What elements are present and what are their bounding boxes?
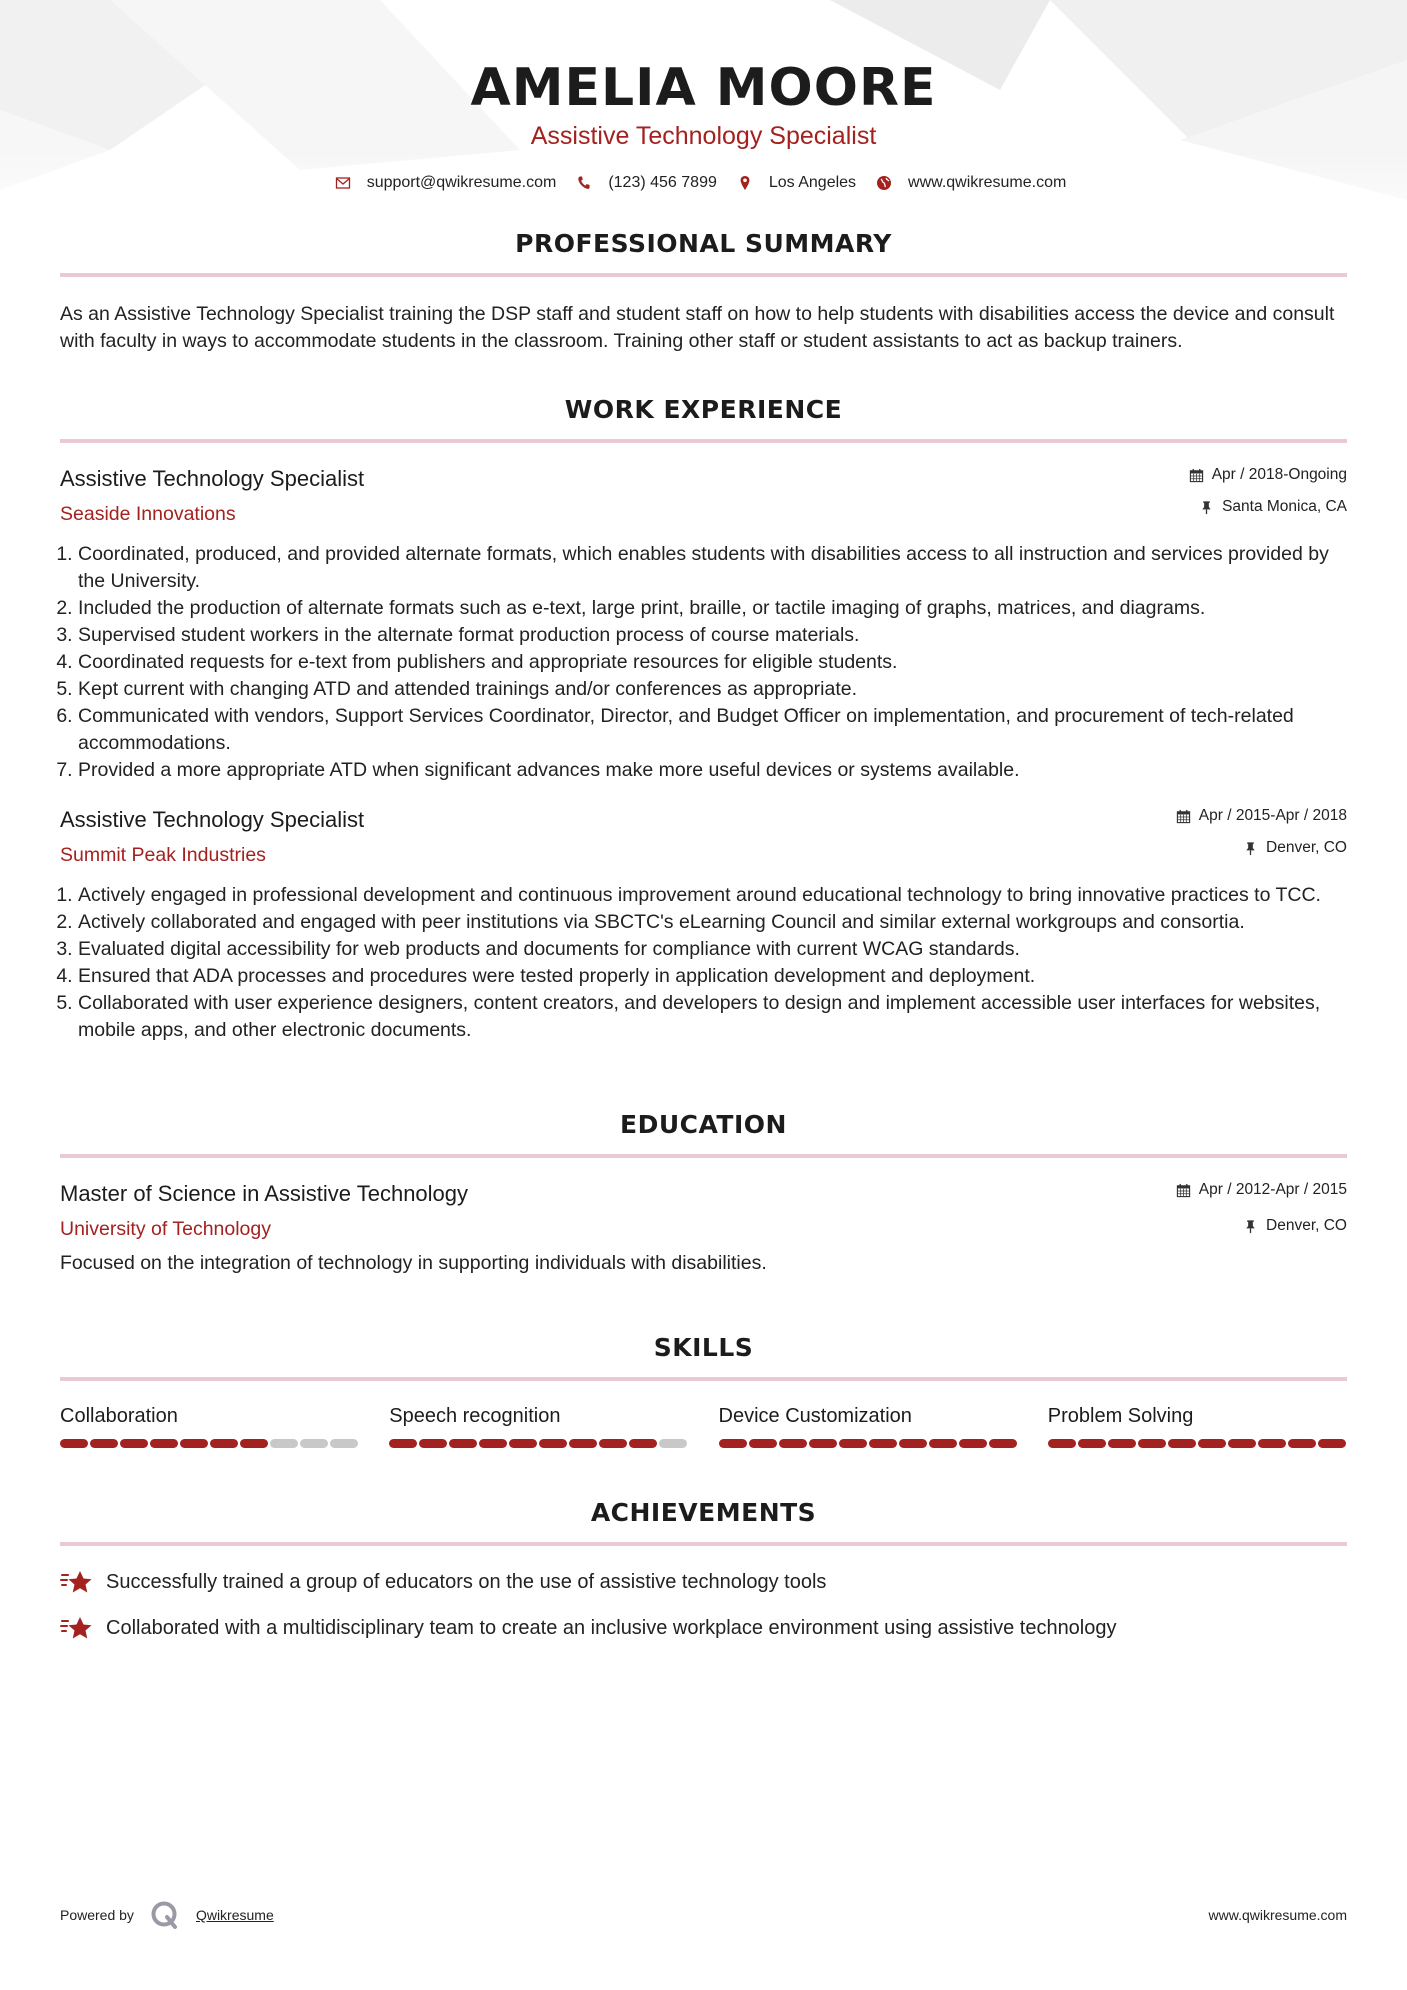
job-bullet: 1. Coordinated, produced, and provided alternate formats, which enables students with disabilities access to all instruction and services provided by the University. — [78, 541, 1347, 595]
skill-level-segment — [90, 1439, 118, 1448]
skill-level-segment — [1258, 1439, 1286, 1448]
job-dates-text: Apr / 2018-Ongoing — [1211, 466, 1347, 483]
star-award-icon — [60, 1614, 94, 1642]
candidate-title: Assistive Technology Specialist — [530, 122, 877, 150]
job-bullet: 2. Actively collaborated and engaged with peer institutions via SBCTC's eLearning Council and similar external workgroups and consortia. — [78, 909, 1347, 936]
section-divider — [60, 1377, 1347, 1381]
achievement-text: Collaborated with a multidisciplinary team to create an inclusive workplace environment using assistive technology — [106, 1617, 1117, 1639]
section-heading: EDUCATION — [620, 1110, 787, 1139]
job-bullet: 7. Provided a more appropriate ATD when significant advances make more useful devices or systems available. — [78, 757, 1347, 784]
skill-level-segment — [509, 1439, 537, 1448]
education-dates — [1176, 1180, 1347, 1200]
skill-item — [389, 1403, 688, 1448]
job-bullet: 4. Ensured that ADA processes and procedures were tested properly in application development and deployment. — [78, 963, 1347, 990]
skill-level-bar — [719, 1439, 1018, 1448]
section-heading: SKILLS — [653, 1333, 754, 1362]
skill-level-segment — [779, 1439, 807, 1448]
job-location — [1176, 838, 1347, 858]
summary-text: As an Assistive Technology Specialist training the DSP staff and student staff on how to help students with disabilities access the device and consult with faculty in ways to accommodate students in the classroom. Training other staff or student assistants to act as backup trainers. — [60, 303, 1335, 352]
qwikresume-logo-icon — [150, 1900, 180, 1930]
skill-level-segment — [389, 1439, 417, 1448]
job-dates-text: Apr / 2015-Apr / 2018 — [1198, 807, 1347, 824]
section-heading: WORK EXPERIENCE — [564, 395, 843, 424]
skill-item — [719, 1403, 1018, 1448]
education-entry — [60, 1180, 1347, 1277]
skill-name: Device Customization — [718, 1405, 912, 1427]
skill-level-segment — [1138, 1439, 1166, 1448]
contact-website[interactable] — [876, 174, 1066, 192]
job-bullet: 5. Kept current with changing ATD and attended trainings and/or conferences as appropriate. — [78, 676, 1347, 703]
skill-item — [1048, 1403, 1347, 1448]
achievements-section — [60, 1498, 1347, 1642]
section-divider — [60, 439, 1347, 443]
contact-phone-text: (123) 456 7899 — [608, 174, 717, 191]
skill-level-segment — [989, 1439, 1017, 1448]
skill-level-segment — [629, 1439, 657, 1448]
skill-name: Collaboration — [60, 1405, 178, 1427]
skill-level-segment — [1288, 1439, 1316, 1448]
footer-website[interactable]: www.qwikresume.com — [1208, 1907, 1347, 1923]
skill-name: Speech recognition — [389, 1405, 561, 1427]
section-divider — [60, 1542, 1347, 1546]
skill-level-segment — [719, 1439, 747, 1448]
pushpin-icon — [1199, 500, 1214, 515]
skill-level-bar — [60, 1439, 359, 1448]
calendar-icon — [1189, 468, 1204, 483]
skill-level-segment — [1198, 1439, 1226, 1448]
job-location-text: Denver, CO — [1266, 839, 1347, 856]
degree-name: Master of Science in Assistive Technology — [60, 1181, 469, 1206]
education-location — [1176, 1216, 1347, 1236]
achievement-text: Successfully trained a group of educators on the use of assistive technology tools — [106, 1571, 827, 1593]
qwikresume-link[interactable]: Qwikresume — [195, 1907, 274, 1923]
job-bullets — [60, 882, 1347, 1044]
skill-level-segment — [270, 1439, 298, 1448]
skill-level-segment — [899, 1439, 927, 1448]
calendar-icon — [1176, 809, 1191, 824]
skills-section — [60, 1333, 1347, 1448]
skill-level-segment — [659, 1439, 687, 1448]
skill-level-segment — [839, 1439, 867, 1448]
skill-level-segment — [569, 1439, 597, 1448]
section-divider — [60, 273, 1347, 277]
candidate-name: AMELIA MOORE — [470, 58, 937, 118]
education-location-text: Denver, CO — [1266, 1217, 1347, 1234]
skill-level-segment — [120, 1439, 148, 1448]
job-role: Assistive Technology Specialist — [60, 807, 365, 832]
job-dates — [1189, 465, 1347, 485]
skill-level-bar — [1048, 1439, 1347, 1448]
skill-level-segment — [330, 1439, 358, 1448]
skill-level-segment — [1318, 1439, 1346, 1448]
calendar-icon — [1176, 1183, 1191, 1198]
contact-email[interactable] — [335, 174, 557, 192]
school-name: University of Technology — [60, 1218, 271, 1240]
skill-level-segment — [1228, 1439, 1256, 1448]
skill-level-segment — [1168, 1439, 1196, 1448]
skill-level-segment — [180, 1439, 208, 1448]
summary-section — [60, 229, 1347, 355]
job-bullet: 3. Evaluated digital accessibility for web products and documents for compliance with current WCAG standards. — [78, 936, 1347, 963]
job-location-text: Santa Monica, CA — [1222, 498, 1347, 515]
resume-header — [60, 0, 1347, 192]
achievement-item — [60, 1614, 1347, 1642]
job-bullet: 4. Coordinated requests for e-text from publishers and appropriate resources for eligible students. — [78, 649, 1347, 676]
achievement-item — [60, 1568, 1347, 1596]
contact-bar — [60, 174, 1347, 192]
skill-name: Problem Solving — [1047, 1405, 1194, 1427]
skill-level-segment — [539, 1439, 567, 1448]
skill-level-segment — [599, 1439, 627, 1448]
skill-level-segment — [809, 1439, 837, 1448]
skill-level-segment — [869, 1439, 897, 1448]
powered-by-label: Powered by — [60, 1907, 134, 1923]
skill-level-bar — [389, 1439, 688, 1448]
section-heading: PROFESSIONAL SUMMARY — [515, 229, 892, 258]
envelope-icon — [335, 175, 351, 191]
section-divider — [60, 1154, 1347, 1158]
job-company: Seaside Innovations — [60, 503, 236, 525]
job-location — [1189, 497, 1347, 517]
education-section — [60, 1110, 1347, 1277]
contact-website-text: www.qwikresume.com — [908, 174, 1067, 191]
skill-level-segment — [479, 1439, 507, 1448]
skill-level-segment — [419, 1439, 447, 1448]
skill-level-segment — [1078, 1439, 1106, 1448]
skill-item — [60, 1403, 359, 1448]
skill-level-segment — [749, 1439, 777, 1448]
experience-section — [60, 395, 1347, 1044]
job-bullet: 6. Communicated with vendors, Support Services Coordinator, Director, and Budget Officer on implementation, and procurement of tech-related accommodations. — [78, 703, 1347, 757]
skill-level-segment — [150, 1439, 178, 1448]
skill-level-segment — [300, 1439, 328, 1448]
contact-phone[interactable] — [576, 174, 717, 192]
job-bullet: 2. Included the production of alternate formats such as e-text, large print, braille, or tactile imaging of graphs, matrices, and diagrams. — [78, 595, 1347, 622]
map-marker-icon — [737, 175, 753, 191]
star-award-icon — [60, 1568, 94, 1596]
skill-level-segment — [449, 1439, 477, 1448]
contact-location-text: Los Angeles — [768, 174, 857, 191]
page-footer — [60, 1900, 1347, 1930]
skill-level-segment — [929, 1439, 957, 1448]
job-entry — [60, 806, 1347, 1044]
job-bullet: 1. Actively engaged in professional development and continuous improvement around educational technology to bring innovative practices to TCC. — [78, 882, 1347, 909]
job-bullets — [60, 541, 1347, 784]
job-bullet: 5. Collaborated with user experience designers, content creators, and developers to design and implement accessible user interfaces for websites, mobile apps, and other electronic documents. — [78, 990, 1347, 1044]
contact-email-text: support@qwikresume.com — [366, 174, 557, 191]
contact-location — [737, 174, 856, 192]
education-description: Focused on the integration of technology in supporting individuals with disabilities. — [60, 1252, 767, 1274]
pushpin-icon — [1243, 1219, 1258, 1234]
education-dates-text: Apr / 2012-Apr / 2015 — [1198, 1181, 1347, 1198]
skills-list — [60, 1403, 1347, 1448]
globe-icon — [876, 175, 892, 191]
skill-level-segment — [210, 1439, 238, 1448]
job-bullet: 3. Supervised student workers in the alternate format production process of course materials. — [78, 622, 1347, 649]
job-company: Summit Peak Industries — [60, 844, 266, 866]
pushpin-icon — [1243, 841, 1258, 856]
skill-level-segment — [1108, 1439, 1136, 1448]
section-heading: ACHIEVEMENTS — [590, 1498, 817, 1527]
skill-level-segment — [959, 1439, 987, 1448]
job-entry — [60, 465, 1347, 784]
job-dates — [1176, 806, 1347, 826]
phone-icon — [576, 175, 592, 191]
skill-level-segment — [1048, 1439, 1076, 1448]
skill-level-segment — [60, 1439, 88, 1448]
job-role: Assistive Technology Specialist — [60, 466, 365, 491]
skill-level-segment — [240, 1439, 268, 1448]
